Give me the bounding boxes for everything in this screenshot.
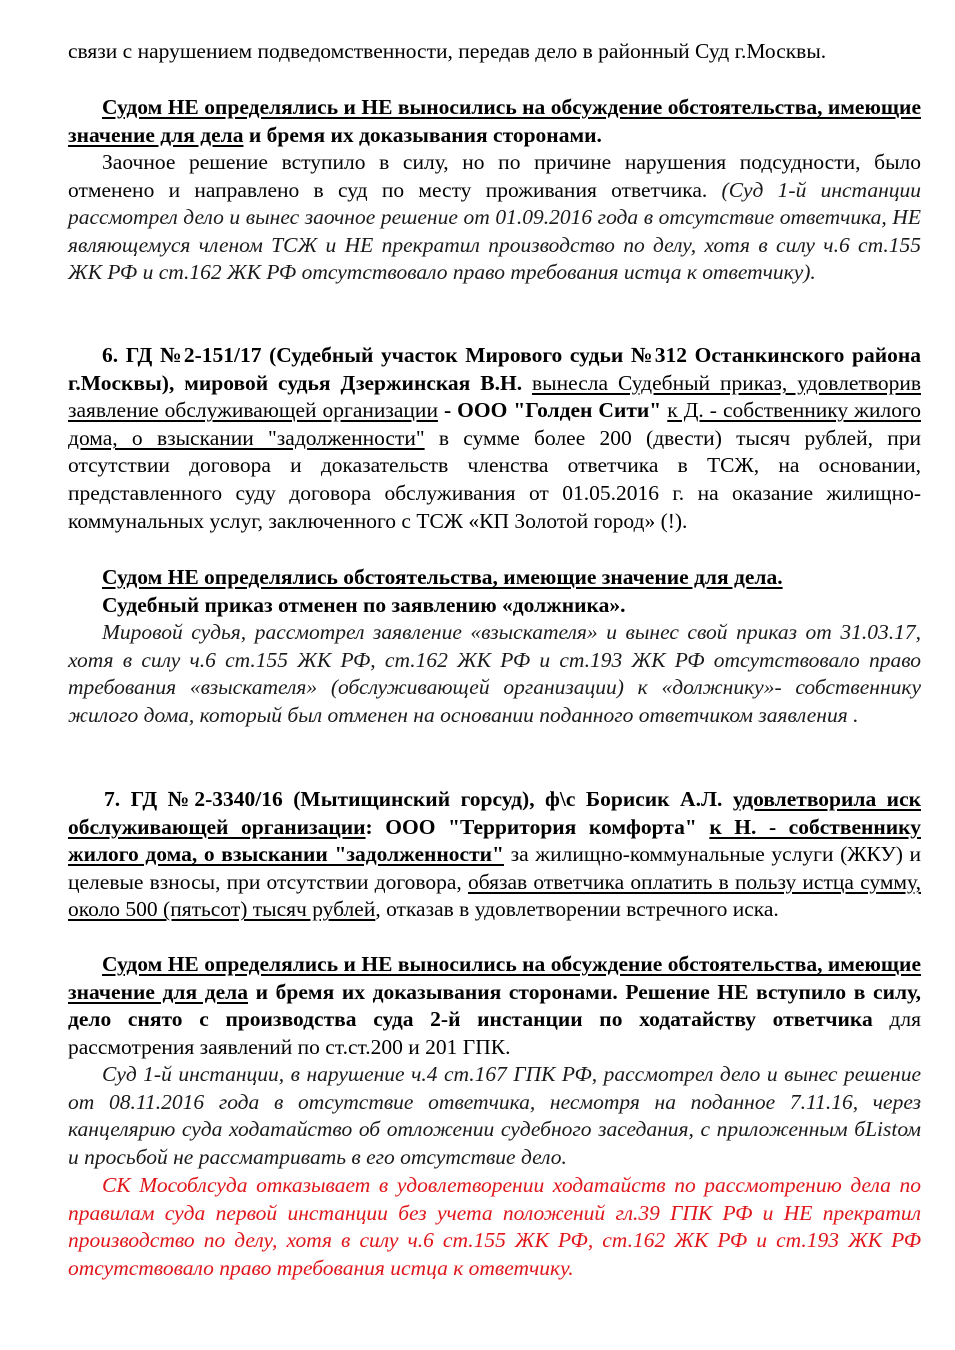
default-judgment-italic: (Суд 1-й инстанции рассмотрел дело и вынес заочное решение от 01.09.2016 года в отсутствие ответчика, НЕ являющемуся членом ТСЖ и НЕ прекратил производство по делу, хотя в силу ч.6 ст.155 ЖК РФ и ст.162 ЖК РФ отсутствовало право требования истца к ответчику).	[68, 177, 921, 285]
default-judgment-text: Заочное решение вступило в силу, но по причине нарушения подсудности, было отменено и направлено в суд по месту проживания ответчика.	[68, 150, 921, 202]
case-6-details: в сумме более 200 (двести) тысяч рублей, при отсутствии договора и доказательств членства ответчика в ТСЖ, на основании, представленного суду договора обслуживания от 01.05.2016 г. на оказание жилищно-коммунальных услуг, заключенного с ТСЖ «КП Золотой город» (!).	[68, 425, 921, 533]
case-7-italic-paragraph	[68, 1061, 921, 1171]
case-7-paragraph	[68, 786, 921, 924]
default-judgment-paragraph	[68, 149, 921, 287]
case-6-court-findings	[68, 564, 921, 592]
case-7-claim-underlined: удовлетворила иск обслуживающей организации	[68, 787, 921, 839]
case-6-order-underlined: вынесла Судебный приказ, удовлетворив заявление обслуживающей организации	[68, 370, 922, 423]
case-6-findings-underlined: Судом НЕ определялись обстоятельства, имеющие значение для дела.	[102, 565, 783, 589]
case-7-obligation-underlined: обязав ответчика оплатить в пользу истца сумму, около 500 (пятьсот) тысяч рублей	[68, 869, 922, 922]
case-7-findings-underlined: Судом НЕ определялись и НЕ выносились на обсуждение обстоятельства, имеющие значение для дела	[68, 952, 921, 1004]
court-findings-paragraph-1	[68, 94, 921, 149]
case-6-defendant-underlined: к Д. - собственнику жилого дома, о взыскании "задолженности"	[68, 398, 921, 450]
case-6-italic-text: Мировой судья, рассмотрел заявление «взыскателя» и вынес свой приказ от 31.03.17, хотя в силу ч.6 ст.155 ЖК РФ, ст.162 ЖК РФ и ст.193 ЖК РФ отсутствовало право требования «взыскателя» (обслуживающей организации) к «должнику»- собственнику жилого дома, который был отменен на основании поданного ответчиком заявления .	[68, 620, 921, 727]
case-7-heading: 7. ГД №2-3340/16 (Мытищинский горсуд), ф\с Борисик А.Л.	[104, 787, 723, 811]
case-6-order-cancelled	[68, 592, 921, 620]
case-7-details: за жилищно-коммунальные услуги (ЖКУ) и целевые взносы, при отсутствии договора,	[68, 842, 921, 894]
case-7-red-paragraph	[68, 1172, 921, 1282]
case-7-court-findings	[68, 951, 921, 1061]
case-7-company: : ООО "Территория комфорта"	[365, 814, 710, 839]
case-6-italic-paragraph	[68, 619, 921, 729]
case-6-heading: 6. ГД №2-151/17 (Судебный участок Мирового судьи №312 Останкинского района г.Москвы), мировой судья Дзержинская В.Н.	[68, 343, 921, 395]
case-7-defendant-underlined: к Н. - собственнику жилого дома, о взыскании "задолженности"	[68, 814, 921, 867]
case-6-paragraph	[68, 342, 921, 535]
case-6-cancelled-text: Судебный приказ отменен по заявлению «должника».	[102, 593, 626, 617]
intro-text: связи с нарушением подведомственности, передав дело в районный Суд г.Москвы.	[68, 39, 827, 63]
intro-paragraph	[68, 38, 921, 66]
case-7-red-text: СК Мособлсуда отказывает в удовлетворении ходатайств по рассмотрению дела по правилам суда первой инстанции без учета положений гл.39 ГПК РФ и НЕ прекратил производство по делу, хотя в силу ч.6 ст.155 ЖК РФ, ст.162 ЖК РФ и ст.193 ЖК РФ отсутствовало право требования истца к ответчику.	[68, 1173, 921, 1280]
court-findings-underlined: Судом НЕ определялись и НЕ выносились на обсуждение обстоятельства, имеющие значение для дела	[68, 95, 921, 147]
case-7-italic-text: Суд 1-й инстанции, в нарушение ч.4 ст.167 ГПК РФ, рассмотрел дело и вынес решение от 08.11.2016 года в отсутствие ответчика, несмотря на поданное 7.11.16, через канцелярию суда ходатайство об отложении судебного заседания, с приложенным бListом и просьбой не рассматривать в его отсутствие дело.	[68, 1062, 921, 1169]
court-findings-tail: и бремя их доказывания сторонами.	[243, 122, 602, 147]
case-7-findings-tail: и бремя их доказывания сторонами. Решение НЕ вступило в силу, дело снято с производства суда 2-й инстанции по ходатайству ответчика	[68, 979, 921, 1032]
case-7-findings-plain: для рассмотрения заявлений по ст.ст.200 и 201 ГПК.	[68, 1007, 921, 1059]
case-6-company: - ООО "Голден Сити"	[437, 398, 668, 423]
case-7-details-tail: , отказав в удовлетворении встречного иска.	[375, 897, 779, 922]
